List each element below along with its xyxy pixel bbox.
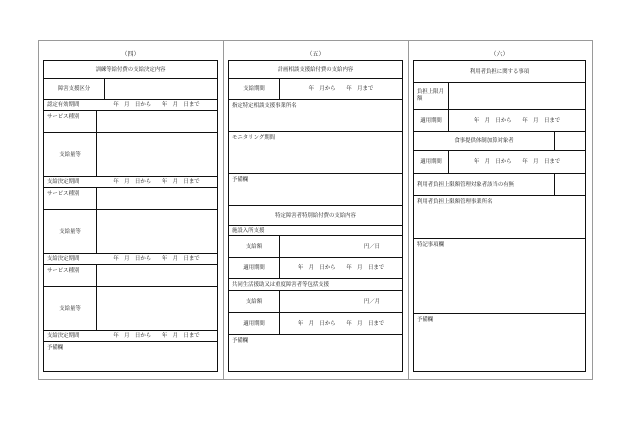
p5-payment-month-label: 支給額: [245, 298, 263, 305]
p6-title-row: [414, 61, 585, 83]
p5-title-row: [229, 61, 402, 79]
p4-decision-period-row-2: [44, 254, 217, 265]
p6-meal-title-row: [414, 132, 585, 151]
p4-decision-period-label-2: 支給決定期間: [47, 256, 80, 262]
p5-remarks2-label: 予備欄: [232, 338, 249, 344]
p4-remarks-row: [44, 342, 217, 373]
p4-decision-period-label-1: 支給決定期間: [47, 179, 80, 185]
p4-disability-class-value: [104, 79, 217, 99]
p6-notes-row: [414, 239, 585, 314]
p4-cert-period-value: 年 月 日から 年 月 日まで: [113, 102, 200, 108]
p5-payment-day-row: [229, 236, 402, 258]
panel-6-heading: （六）: [490, 51, 509, 58]
p6-applicable-label-1: 適用期間: [420, 117, 442, 124]
p5-remarks2-row: [229, 335, 402, 373]
p5-applicable-row-2: [229, 313, 402, 335]
p4-amount-value-2: [96, 210, 217, 253]
p6-applicable-row-1: [414, 110, 585, 132]
fold-line-left: [223, 40, 224, 380]
p6-cap-mgmt-q-label: 利用者負担上限額管理対象者該当の有無: [417, 181, 515, 188]
p4-decision-period-value-1: 年 月 日から 年 月 日まで: [113, 179, 200, 185]
p5-applicable-value-1: 年 月 日から 年 月 日まで: [279, 258, 402, 278]
p4-amount-row-1: [44, 133, 217, 177]
p5-facility-label: 施設入所支援: [232, 227, 265, 234]
p5-period-label: 支給期間: [243, 86, 265, 92]
p6-title: 利用者負担に関する事項: [469, 68, 530, 75]
p5-payment-month-row: [229, 291, 402, 313]
p4-amount-row-2: [44, 210, 217, 254]
p6-remarks-label: 予備欄: [417, 317, 434, 323]
p6-cap-label: 負担上限月額: [417, 89, 444, 102]
p5-group-home-label: 共同生活援助又は重度障害者等包括支援: [232, 281, 330, 288]
p6-cap-mgmt-q-value: [554, 174, 585, 195]
p5-period-row: [229, 79, 402, 100]
p4-decision-period-value-3: 年 月 日から 年 月 日まで: [113, 333, 200, 339]
p6-applicable-value-2: 年 月 日から 年 月 日まで: [448, 151, 585, 173]
panel-5-planning-consultation: [228, 60, 403, 372]
p4-service-type-value-1: [96, 111, 217, 132]
p4-amount-label-3: 支給量等: [59, 305, 81, 312]
p5-remarks1-row: [229, 174, 402, 206]
p6-applicable-value-1: 年 月 日から 年 月 日まで: [448, 110, 585, 131]
p4-service-type-row-3: [44, 265, 217, 287]
p6-meal-value: [554, 132, 585, 150]
p5-applicable-value-2: 年 月 日から 年 月 日まで: [279, 313, 402, 334]
p4-cert-period-label: 認定有効期間: [47, 102, 80, 108]
p4-service-type-value-3: [96, 265, 217, 286]
p4-amount-value-3: [96, 287, 217, 330]
p4-service-type-row-2: [44, 188, 217, 210]
p5-facility-row: [229, 226, 402, 236]
panel-4-heading: （四）: [121, 51, 140, 58]
p6-cap-mgmt-provider-label: 利用者負担上限額管理事業所名: [417, 199, 493, 205]
p5-payment-day-label: 支給額: [245, 243, 263, 250]
p4-title-row: [44, 61, 217, 79]
p4-disability-class-row: [44, 79, 217, 100]
p6-remarks-row: [414, 314, 585, 373]
p5-monitoring-row: [229, 132, 402, 174]
p6-notes-label: 特記事項欄: [417, 242, 444, 248]
p4-service-type-value-2: [96, 188, 217, 209]
p5-special-title: 特定障害者特別給付費の支給内容: [275, 212, 356, 219]
p5-provider-row: [229, 100, 402, 132]
p5-payment-month-value: 円／月: [279, 291, 402, 312]
p4-amount-label-2: 支給量等: [59, 228, 81, 235]
p5-applicable-label-2: 適用期間: [243, 320, 265, 327]
p6-meal-title: 食事提供体制加算対象者: [454, 138, 514, 144]
p6-cap-row: [414, 83, 585, 110]
p6-cap-mgmt-provider-row: [414, 196, 585, 239]
p4-amount-row-3: [44, 287, 217, 331]
p4-decision-period-label-3: 支給決定期間: [47, 333, 80, 339]
p5-applicable-label-1: 適用期間: [243, 265, 265, 271]
p5-title: 計画相談支援給付費の支給内容: [277, 66, 354, 73]
p4-decision-period-row-3: [44, 331, 217, 342]
p4-cert-period-row: [44, 100, 217, 111]
p4-disability-class-label: 障害支援区分: [57, 86, 91, 92]
p5-special-title-row: [229, 206, 402, 226]
panel-4-training-benefit: [43, 60, 218, 372]
p5-remarks1-label: 予備欄: [232, 177, 249, 183]
p5-payment-day-value: 円／日: [279, 236, 402, 257]
p5-monitoring-label: モニタリング期間: [232, 135, 276, 141]
p4-amount-value-1: [96, 133, 217, 176]
fold-line-right: [408, 40, 409, 380]
p4-service-type-label-1: サービス種別: [47, 114, 80, 120]
p4-remarks-label: 予備欄: [47, 345, 64, 351]
p6-cap-mgmt-q-row: [414, 174, 585, 196]
p5-group-home-row: [229, 279, 402, 291]
p6-applicable-label-2: 適用期間: [420, 159, 442, 165]
p4-service-type-label-3: サービス種別: [47, 268, 80, 274]
panel-6-user-burden: [413, 60, 586, 372]
p5-period-value: 年 月から 年 月まで: [279, 79, 402, 99]
p5-provider-label: 指定特定相談支援事業所名: [232, 103, 297, 109]
p6-cap-value: [448, 83, 585, 109]
p4-title: 訓練等給付費の支給決定内容: [95, 66, 166, 73]
p4-decision-period-row-1: [44, 177, 217, 188]
p5-applicable-row-1: [229, 258, 402, 279]
p4-amount-label-1: 支給量等: [59, 151, 81, 158]
panel-5-heading: （五）: [306, 51, 325, 58]
p4-service-type-row-1: [44, 111, 217, 133]
p6-applicable-row-2: [414, 151, 585, 174]
p4-service-type-label-2: サービス種別: [47, 191, 80, 197]
p4-decision-period-value-2: 年 月 日から 年 月 日まで: [113, 256, 200, 262]
